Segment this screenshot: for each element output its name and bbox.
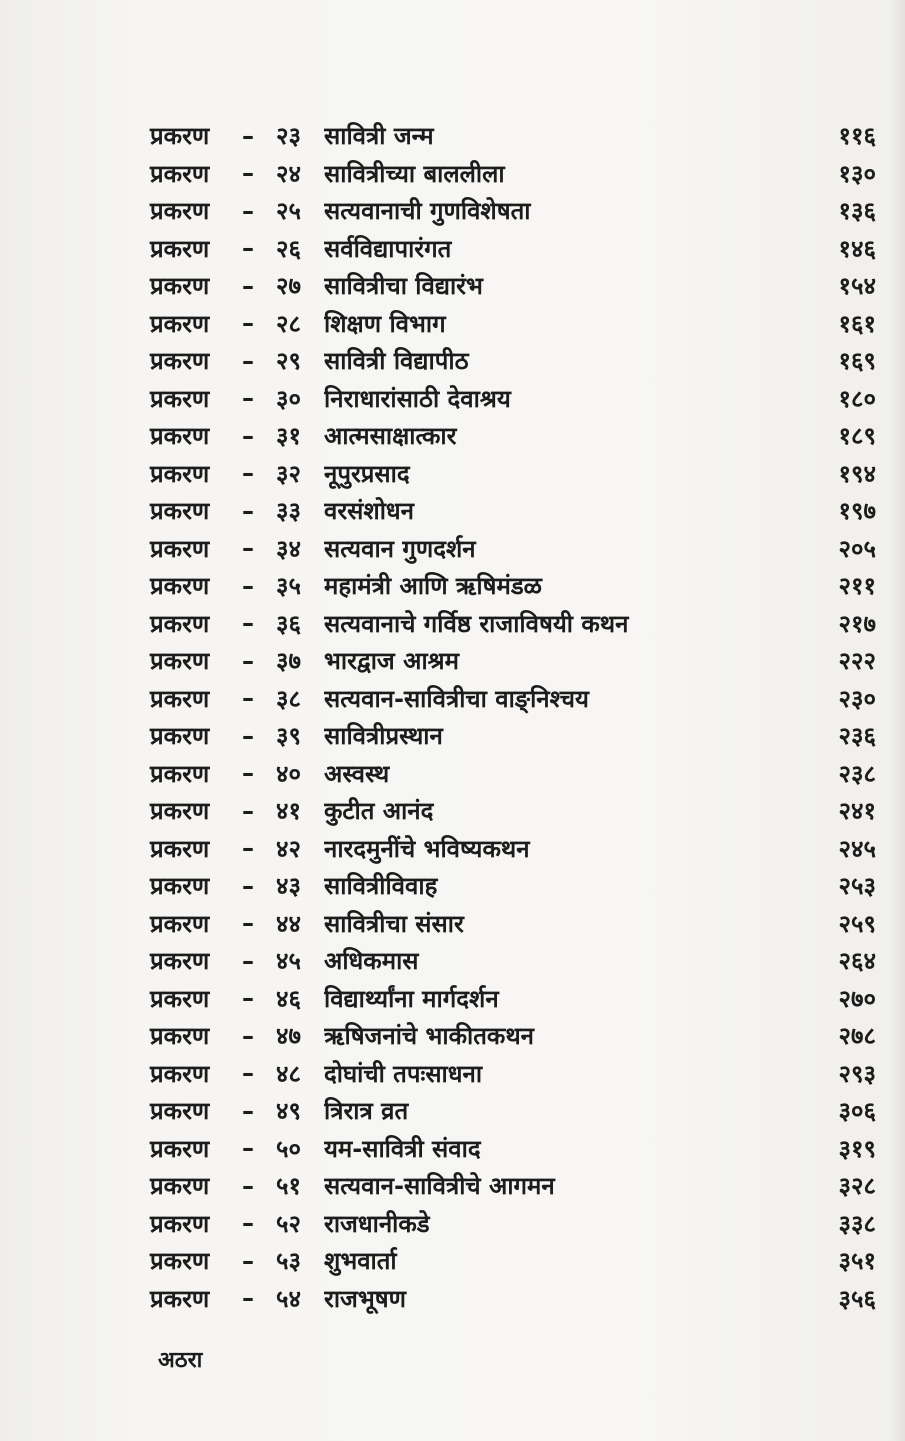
toc-entry [150,192,880,230]
chapter-page-number: १६९ [838,347,876,376]
chapter-word: प्रकरण [150,947,210,976]
chapter-title: सत्यवानाची गुणविशेषता [324,197,531,226]
chapter-number: ४७ [276,1022,301,1051]
chapter-page-number: २५३ [838,872,876,901]
chapter-dash: – [242,159,254,188]
chapter-dash: – [242,271,254,300]
chapter-page-number: १८९ [838,422,876,451]
chapter-title: कुटीत आनंद [324,797,434,826]
chapter-word: प्रकरण [150,759,210,788]
chapter-word: प्रकरण [150,122,210,151]
chapter-title: सावित्री जन्म [324,122,434,151]
chapter-number: ५२ [276,1209,301,1238]
toc-entry [150,792,880,830]
page-edge-shadow [891,0,905,1441]
chapter-dash: – [242,609,254,638]
chapter-page-number: ३२८ [838,1172,876,1201]
chapter-page-number: २६४ [838,947,876,976]
toc-entry [150,1280,880,1318]
toc-entry [150,155,880,193]
chapter-number: ३९ [276,722,301,751]
chapter-word: प्रकरण [150,384,210,413]
chapter-dash: – [242,796,254,825]
toc-entry [150,380,880,418]
chapter-number: ४४ [276,909,301,938]
toc-entry [150,230,880,268]
chapter-page-number: १८० [838,384,876,413]
chapter-dash: – [242,721,254,750]
chapter-word: प्रकरण [150,1059,210,1088]
chapter-word: प्रकरण [150,797,210,826]
chapter-title: आत्मसाक्षात्कार [324,422,457,451]
chapter-word: प्रकरण [150,1209,210,1238]
chapter-page-number: २४५ [838,834,876,863]
chapter-dash: – [242,309,254,338]
toc-entry [150,642,880,680]
chapter-page-number: ११६ [838,122,876,151]
chapter-dash: – [242,946,254,975]
chapter-dash: – [242,234,254,263]
chapter-page-number: ३५१ [838,1247,876,1276]
chapter-page-number: २३६ [838,722,876,751]
toc-entry [150,1017,880,1055]
chapter-word: प्रकरण [150,872,210,901]
chapter-page-number: १४६ [838,234,876,263]
chapter-number: ३५ [276,572,301,601]
chapter-page-number: २९३ [838,1059,876,1088]
chapter-word: प्रकरण [150,159,210,188]
chapter-number: ५० [276,1134,301,1163]
chapter-page-number: २५९ [838,909,876,938]
chapter-page-number: २०५ [838,534,876,563]
chapter-number: ४० [276,759,301,788]
chapter-word: प्रकरण [150,647,210,676]
toc-entry [150,830,880,868]
chapter-number: ३१ [276,422,301,451]
chapter-number: ३६ [276,609,301,638]
chapter-number: ४६ [276,984,301,1013]
chapter-dash: – [242,909,254,938]
toc-entry [150,492,880,530]
chapter-word: प्रकरण [150,684,210,713]
toc-entry [150,1092,880,1130]
chapter-word: प्रकरण [150,1134,210,1163]
chapter-title: सावित्रीप्रस्थान [324,722,443,751]
chapter-number: ४२ [276,834,301,863]
chapter-dash: – [242,1096,254,1125]
chapter-word: प्रकरण [150,234,210,263]
chapter-title: शुभवार्ता [324,1247,397,1276]
chapter-number: ४१ [276,797,301,826]
chapter-word: प्रकरण [150,609,210,638]
chapter-title: सावित्रीचा विद्यारंभ [324,272,483,301]
chapter-number: ५३ [276,1247,301,1276]
table-of-contents [150,117,880,1317]
toc-entry [150,1242,880,1280]
page-number-footer: अठरा [158,1348,203,1373]
chapter-title: सावित्रीचा संसार [324,909,464,938]
chapter-title: नारदमुनींचे भविष्यकथन [324,834,530,863]
chapter-word: प्रकरण [150,459,210,488]
toc-entry [150,342,880,380]
toc-entry [150,267,880,305]
chapter-page-number: १९७ [838,497,876,526]
chapter-dash: – [242,984,254,1013]
chapter-page-number: २७८ [838,1022,876,1051]
chapter-title: सत्यवान गुणदर्शन [324,534,476,563]
chapter-number: ३२ [276,459,301,488]
chapter-page-number: ३५६ [838,1284,876,1313]
chapter-word: प्रकरण [150,422,210,451]
toc-entry [150,117,880,155]
chapter-title: सत्यवानाचे गर्विष्ठ राजाविषयी कथन [324,609,629,638]
chapter-number: २९ [276,347,301,376]
chapter-dash: – [242,684,254,713]
chapter-title: वरसंशोधन [324,497,414,526]
chapter-dash: – [242,459,254,488]
chapter-title: ऋषिजनांचे भाकीतकथन [324,1022,535,1051]
chapter-page-number: ३१९ [838,1134,876,1163]
chapter-dash: – [242,346,254,375]
chapter-page-number: ३३८ [838,1209,876,1238]
toc-entry [150,942,880,980]
chapter-page-number: १३६ [838,197,876,226]
chapter-dash: – [242,1246,254,1275]
chapter-number: ४९ [276,1097,301,1126]
chapter-word: प्रकरण [150,1172,210,1201]
chapter-page-number: १३० [838,159,876,188]
chapter-dash: – [242,196,254,225]
chapter-number: ३४ [276,534,301,563]
chapter-dash: – [242,1021,254,1050]
toc-entry [150,980,880,1018]
chapter-title: त्रिरात्र व्रत [324,1097,409,1126]
chapter-word: प्रकरण [150,272,210,301]
chapter-number: ३८ [276,684,301,713]
chapter-word: प्रकरण [150,909,210,938]
chapter-dash: – [242,1134,254,1163]
chapter-word: प्रकरण [150,1284,210,1313]
chapter-dash: – [242,421,254,450]
toc-entry [150,417,880,455]
chapter-title: दोघांची तपःसाधना [324,1059,483,1088]
chapter-dash: – [242,384,254,413]
chapter-dash: – [242,871,254,900]
chapter-dash: – [242,121,254,150]
chapter-number: ३३ [276,497,301,526]
chapter-number: ५४ [276,1284,301,1313]
toc-entry [150,905,880,943]
chapter-dash: – [242,1059,254,1088]
chapter-word: प्रकरण [150,497,210,526]
chapter-dash: – [242,759,254,788]
toc-entry [150,305,880,343]
toc-entry [150,567,880,605]
chapter-number: २३ [276,122,301,151]
toc-entry [150,755,880,793]
chapter-word: प्रकरण [150,722,210,751]
chapter-title: सावित्रीविवाह [324,872,438,901]
chapter-title: राजभूषण [324,1284,406,1313]
chapter-title: यम-सावित्री संवाद [324,1134,481,1163]
chapter-number: २५ [276,197,301,226]
chapter-dash: – [242,1209,254,1238]
chapter-title: सावित्री विद्यापीठ [324,347,469,376]
chapter-number: ४८ [276,1059,301,1088]
chapter-title: शिक्षण विभाग [324,309,446,338]
chapter-word: प्रकरण [150,534,210,563]
chapter-number: ४३ [276,872,301,901]
chapter-page-number: १९४ [838,459,876,488]
chapter-title: सत्यवान-सावित्रीचा वाङ्निश्चय [324,684,589,713]
chapter-page-number: ३०६ [838,1097,876,1126]
chapter-word: प्रकरण [150,984,210,1013]
chapter-page-number: २१७ [838,609,876,638]
chapter-number: २८ [276,309,301,338]
chapter-word: प्रकरण [150,347,210,376]
chapter-dash: – [242,571,254,600]
toc-entry [150,867,880,905]
chapter-title: सर्वविद्यापारंगत [324,234,452,263]
chapter-word: प्रकरण [150,834,210,863]
toc-entry [150,530,880,568]
chapter-page-number: २२२ [838,647,876,676]
chapter-dash: – [242,834,254,863]
chapter-title: सावित्रीच्या बाललीला [324,159,505,188]
chapter-page-number: १५४ [838,272,876,301]
chapter-word: प्रकरण [150,572,210,601]
chapter-title: महामंत्री आणि ऋषिमंडळ [324,572,542,601]
chapter-word: प्रकरण [150,1247,210,1276]
toc-entry [150,1167,880,1205]
chapter-dash: – [242,1284,254,1313]
chapter-page-number: २४१ [838,797,876,826]
toc-entry [150,1055,880,1093]
toc-entry [150,1130,880,1168]
chapter-word: प्रकरण [150,1097,210,1126]
chapter-number: ५१ [276,1172,301,1201]
chapter-page-number: २७० [838,984,876,1013]
chapter-title: विद्यार्थ्यांना मार्गदर्शन [324,984,499,1013]
chapter-title: सत्यवान-सावित्रीचे आगमन [324,1172,555,1201]
chapter-title: भारद्वाज आश्रम [324,647,459,676]
chapter-title: अधिकमास [324,947,419,976]
chapter-number: २७ [276,272,301,301]
chapter-dash: – [242,496,254,525]
chapter-dash: – [242,1171,254,1200]
chapter-word: प्रकरण [150,197,210,226]
chapter-page-number: २११ [838,572,876,601]
chapter-number: २४ [276,159,301,188]
chapter-number: ४५ [276,947,301,976]
toc-entry [150,455,880,493]
toc-entry [150,717,880,755]
toc-entry [150,680,880,718]
chapter-page-number: १६१ [838,309,876,338]
chapter-title: राजधानीकडे [324,1209,430,1238]
chapter-page-number: २३८ [838,759,876,788]
chapter-number: ३० [276,384,301,413]
chapter-dash: – [242,534,254,563]
toc-entry [150,1205,880,1243]
chapter-title: अस्वस्थ [324,759,390,788]
chapter-title: नूपुरप्रसाद [324,459,410,488]
chapter-word: प्रकरण [150,309,210,338]
chapter-dash: – [242,646,254,675]
chapter-page-number: २३० [838,684,876,713]
chapter-number: ३७ [276,647,301,676]
toc-entry [150,605,880,643]
chapter-title: निराधारांसाठी देवाश्रय [324,384,511,413]
chapter-number: २६ [276,234,301,263]
chapter-word: प्रकरण [150,1022,210,1051]
